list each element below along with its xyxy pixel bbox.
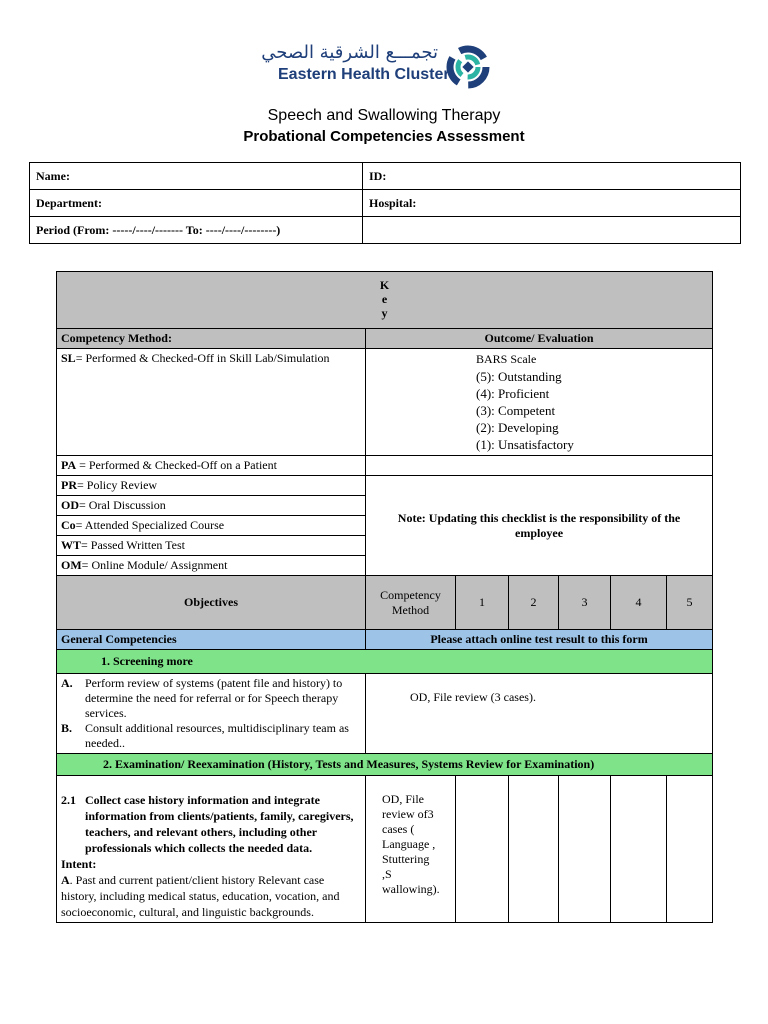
key-header [57,272,713,329]
score-cell[interactable] [611,776,667,923]
bars-title: BARS Scale [476,352,537,366]
item-label: A. [61,676,73,690]
score-cell[interactable] [456,776,509,923]
key-letter: e [381,292,388,306]
intent-label: Intent: [61,857,97,871]
logo-english-text: Eastern Health Cluster [278,66,450,83]
method-code: OM [61,558,82,572]
objectives-header: Objectives [57,576,366,630]
method-om [57,556,366,576]
score-cell[interactable] [509,776,559,923]
item-text: Consult additional resources, multidisciplinary team as needed.. [85,721,349,750]
method-code: Co [61,518,76,532]
page-title: Speech and Swallowing Therapy [267,107,501,124]
screening-method: OD, File review (3 cases). [366,674,713,754]
period-field[interactable]: Period (From: -----/----/------- To: ----/----/--------) [30,217,363,244]
section-examination-title: 2. Examination/ Reexamination (History, Tests and Measures, Systems Review for Examination) [57,754,713,776]
list-item [61,721,361,751]
empty-cell [366,456,713,476]
bars-level: (4): Proficient [476,386,550,401]
score-header: 2 [509,576,559,630]
method-code: OD [61,498,79,512]
intent-text [61,872,361,920]
score-cell[interactable] [559,776,611,923]
logo [261,42,494,92]
objective-2-1 [57,776,366,923]
method-desc: = Performed & Checked-Off on a Patient [76,458,277,472]
screening-objectives [57,674,366,754]
item-label: B. [61,721,73,735]
method-code: PR [61,478,77,492]
list-item [61,676,361,721]
method-pr [57,476,366,496]
bars-scale [366,349,713,456]
attach-note: Please attach online test result to this form [366,630,713,650]
responsibility-note: Note: Updating this checklist is the responsibility of the employee [366,476,713,576]
objective-number: 2.1 [61,793,76,807]
method-desc: = Attended Specialized Course [75,518,225,532]
method-wt [57,536,366,556]
intent-description: . Past and current patient/client history Relevant case history, including medical status, education, vocation, and socioeconomic, cultural, and linguistic backgrounds. [61,873,340,919]
bars-level: (3): Competent [476,403,556,418]
bars-level: (1): Unsatisfactory [476,437,574,452]
method-desc: = Online Module/ Assignment [81,558,228,572]
intent-letter: A [61,873,70,887]
item-text: Perform review of systems (patent file and history) to determine the need for referral or for Speech therapy services. [85,676,343,720]
general-competencies-label: General Competencies [57,630,366,650]
bars-level: (5): Outstanding [476,369,562,384]
empty-field[interactable] [363,217,741,244]
method-od [57,496,366,516]
logo-mark-icon [446,45,490,89]
bars-level: (2): Developing [476,420,559,435]
method-code: WT [61,538,82,552]
score-header: 4 [611,576,667,630]
score-cell[interactable] [667,776,713,923]
id-field[interactable]: ID: [363,163,741,190]
logo-arabic-text: تجمـــع الشرقية الصحي [261,42,438,63]
method-desc: = Passed Written Test [81,538,186,552]
competency-method-header: Competency Method: [57,329,366,349]
method-pa [57,456,366,476]
competency-method-col-header: Competency Method [366,576,456,630]
key-letter: K [379,278,390,292]
assessment-table [56,271,713,923]
method-co [57,516,366,536]
name-field[interactable]: Name: [30,163,363,190]
page-subtitle: Probational Competencies Assessment [243,128,525,145]
score-header: 5 [667,576,713,630]
method-desc: = Performed & Checked-Off in Skill Lab/Simulation [75,351,330,365]
department-field[interactable]: Department: [30,190,363,217]
objective-2-1-method: OD, File review of3 cases ( Language , Stuttering ,S wallowing). [366,776,456,923]
method-sl [57,349,366,456]
objective-statement [61,792,361,856]
method-desc: = Oral Discussion [79,498,166,512]
outcome-header: Outcome/ Evaluation [366,329,713,349]
hospital-field[interactable]: Hospital: [363,190,741,217]
key-letter: y [381,306,388,320]
score-header: 1 [456,576,509,630]
method-desc: = Policy Review [77,478,158,492]
method-code: PA [61,458,77,472]
method-code: SL [61,351,76,365]
objective-text: Collect case history information and integrate information from clients/patients, family, caregivers, teachers, and relevant others, including other professionals which collects the needed data. [85,793,354,855]
employee-info-table [29,162,741,244]
score-header: 3 [559,576,611,630]
section-screening-title: 1. Screening more [57,650,713,674]
